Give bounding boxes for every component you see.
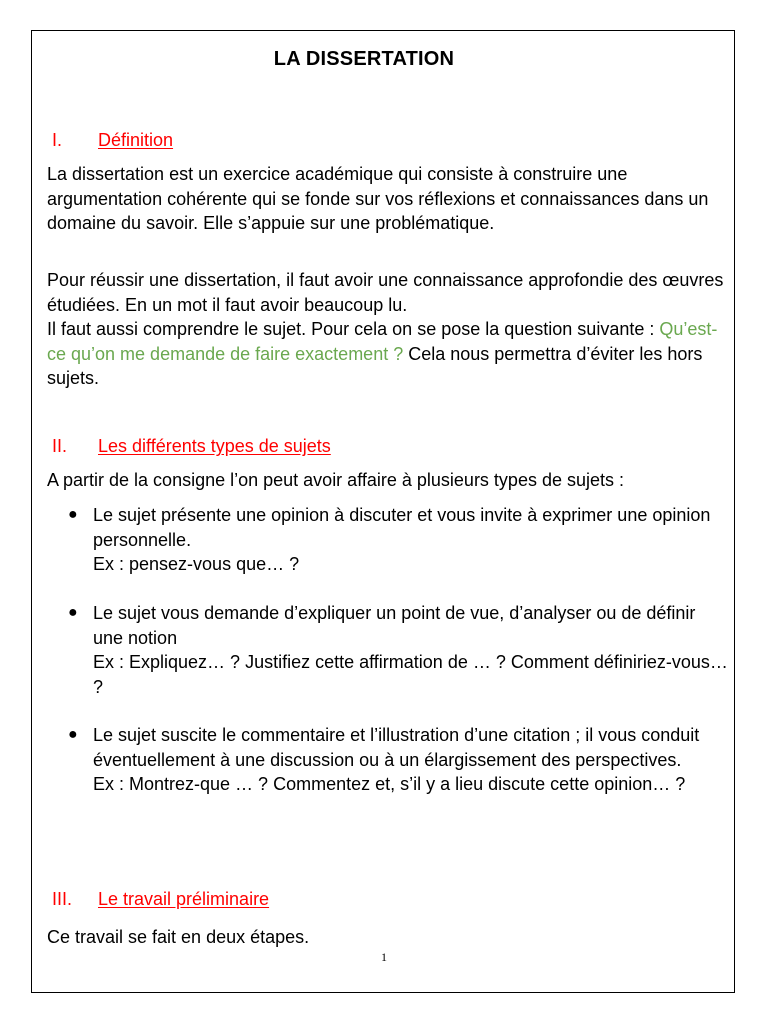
question-outro: Cela nous permettra d’éviter les hors sujets.	[47, 343, 703, 388]
bullet-example: Ex : pensez-vous que… ?	[93, 554, 300, 574]
bullet-text: Le sujet suscite le commentaire et l’illustration d’une citation ; il vous conduit éventuellement à une discussion ou à un élargissement des perspectives.	[93, 725, 700, 770]
section-number: II.	[52, 436, 68, 456]
section-number: I.	[52, 130, 63, 150]
page-number: 1	[381, 950, 387, 964]
definition-paragraph-2: Pour réussir une dissertation, il faut avoir une connaissance approfondie des œuvres étudiées. En un mot il faut avoir beaucoup lu.	[47, 270, 724, 315]
bullet-example: Ex : Expliquez… ? Justifiez cette affirmation de … ? Comment définiriez-vous… ?	[93, 652, 728, 697]
section-number: III.	[52, 889, 73, 909]
types-intro: A partir de la consigne l’on peut avoir affaire à plusieurs types de sujets :	[47, 470, 625, 490]
definition-paragraph-1: La dissertation est un exercice académique qui consiste à construire une argumentation cohérente qui se fonde sur vos réflexions et connaissances dans un domaine du savoir. Elle s’appuie sur une problématique.	[47, 164, 709, 233]
question-intro: Il faut aussi comprendre le sujet. Pour cela on se pose la question suivante :	[47, 319, 660, 339]
list-item	[68, 601, 728, 699]
list-item	[68, 723, 728, 797]
section-heading-types	[52, 436, 331, 457]
section-title: Les différents types de sujets	[98, 436, 331, 456]
bullet-icon: ●	[68, 604, 78, 621]
key-question: Qu’est-ce qu’on me demande de faire exactement ?	[47, 319, 718, 364]
section-title: Définition	[98, 130, 174, 150]
bullet-example: Ex : Montrez-que … ? Commentez et, s’il y a lieu discute cette opinion… ?	[93, 774, 686, 794]
section-title: Le travail préliminaire	[98, 889, 270, 909]
bullet-text: Le sujet présente une opinion à discuter et vous invite à exprimer une opinion personnelle.	[93, 505, 711, 550]
list-item	[68, 503, 728, 577]
preliminary-intro: Ce travail se fait en deux étapes.	[47, 927, 310, 947]
bullet-icon: ●	[68, 726, 78, 743]
bullet-icon: ●	[68, 506, 78, 523]
section-heading-preliminary	[52, 889, 269, 910]
section-heading-definition	[52, 130, 173, 151]
bullet-text: Le sujet vous demande d’expliquer un point de vue, d’analyser ou de définir une notion	[93, 603, 696, 648]
document-title: LA DISSERTATION	[273, 48, 455, 70]
definition-paragraph-3	[47, 317, 727, 391]
